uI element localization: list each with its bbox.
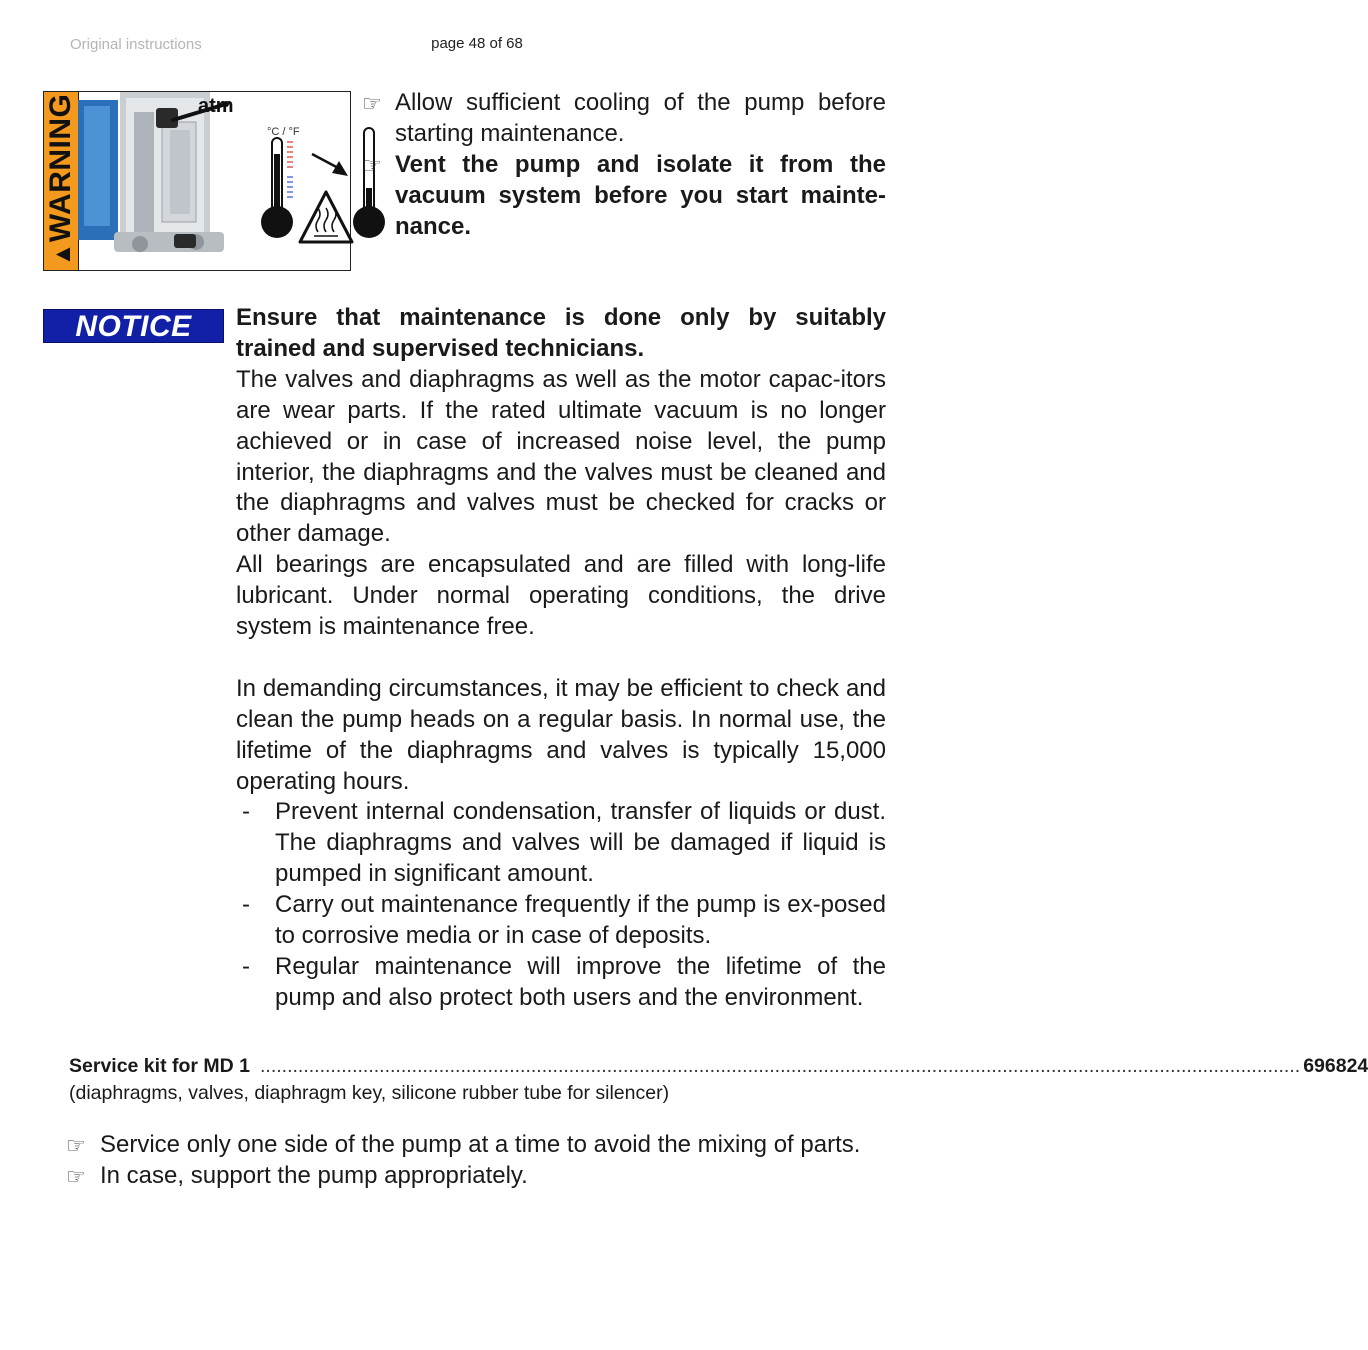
instruction-item <box>66 1130 886 1161</box>
warning-label <box>44 94 78 267</box>
instruction-text: Service only one side of the pump at a time to avoid the mixing of parts. <box>100 1131 861 1158</box>
service-kit-description: (diaphragms, valves, diaphragm key, silicone rubber tube for silencer) <box>69 1082 670 1104</box>
notice-content <box>236 303 886 1014</box>
warning-item-text: Vent the pump and isolate it from the vacuum system before you start mainte-nance. <box>395 150 886 240</box>
page-number: page 48 of 68 <box>431 35 523 52</box>
dash-bullet: - <box>242 891 250 919</box>
warning-text: WARNING <box>44 93 77 243</box>
list-item <box>236 797 886 890</box>
list-item-text: Prevent internal condensation, transfer of liquids or dust. The diaphragms and valves will be damaged if liquid is pumped in significant amount. <box>275 798 886 888</box>
warning-item <box>362 150 886 243</box>
list-item <box>236 890 886 952</box>
warning-triangle-icon: ▲ <box>49 242 76 267</box>
hand-pointer-icon: ☞ <box>362 91 382 116</box>
list-item-text: Regular maintenance will improve the lifetime of the pump and also protect both users and the environment. <box>275 953 886 1011</box>
warning-instructions <box>362 88 886 243</box>
warning-figure <box>43 91 351 271</box>
notice-lead: Ensure that maintenance is done only by suitably trained and supervised technicians. <box>236 304 886 362</box>
atm-label: atm <box>198 95 234 117</box>
dot-leader: ................................................................................................................................................................................................ <box>259 1055 1301 1077</box>
list-item <box>236 952 886 1014</box>
hot-surface-icon <box>300 192 352 242</box>
service-kit-line <box>69 1054 1368 1078</box>
notice-badge: NOTICE <box>43 309 224 343</box>
service-kit-name: Service kit for MD 1 <box>69 1055 250 1077</box>
pump-thermometer-illustration <box>78 92 352 270</box>
thermometer-hot-icon <box>261 138 293 238</box>
service-instructions <box>66 1130 886 1192</box>
warning-strip <box>44 92 79 270</box>
header-left-label: Original instructions <box>70 36 202 53</box>
hand-pointer-icon: ☞ <box>362 152 382 178</box>
unit-label: °C / °F <box>267 126 300 138</box>
service-kit-number: 696824 <box>1303 1055 1368 1077</box>
notice-dash-list <box>236 797 886 1013</box>
dash-bullet: - <box>242 953 250 981</box>
notice-paragraph: The valves and diaphragms as well as the motor capac-itors are wear parts. If the rated ultimate vacuum is no longer achieved or in case of increased noise level, the pump interior, the diaphragms and the valves must be cleaned and the diaphragms and valves must be checked for cracks or other damage. <box>236 365 886 548</box>
dash-bullet: - <box>242 798 250 826</box>
instruction-item <box>66 1161 886 1192</box>
notice-paragraph: All bearings are encapsulated and are filled with long-life lubricant. Under normal operating conditions, the drive system is maintenance free. <box>236 551 886 641</box>
instruction-text: In case, support the pump appropriately. <box>100 1161 528 1189</box>
hand-pointer-icon: ☞ <box>66 1163 86 1189</box>
warning-item <box>362 88 886 150</box>
arrow-down-right-icon <box>312 154 348 176</box>
warning-item-text: Allow sufficient cooling of the pump before starting maintenance. <box>395 89 886 147</box>
list-item-text: Carry out maintenance frequently if the pump is ex-posed to corrosive media or in case of deposits. <box>275 891 886 950</box>
spacer <box>236 643 886 674</box>
hand-pointer-icon: ☞ <box>66 1133 86 1158</box>
notice-paragraph: In demanding circumstances, it may be efficient to check and clean the pump heads on a regular basis. In normal use, the lifetime of the diaphragms and valves is typically 15,000 operating hours. <box>236 674 886 795</box>
